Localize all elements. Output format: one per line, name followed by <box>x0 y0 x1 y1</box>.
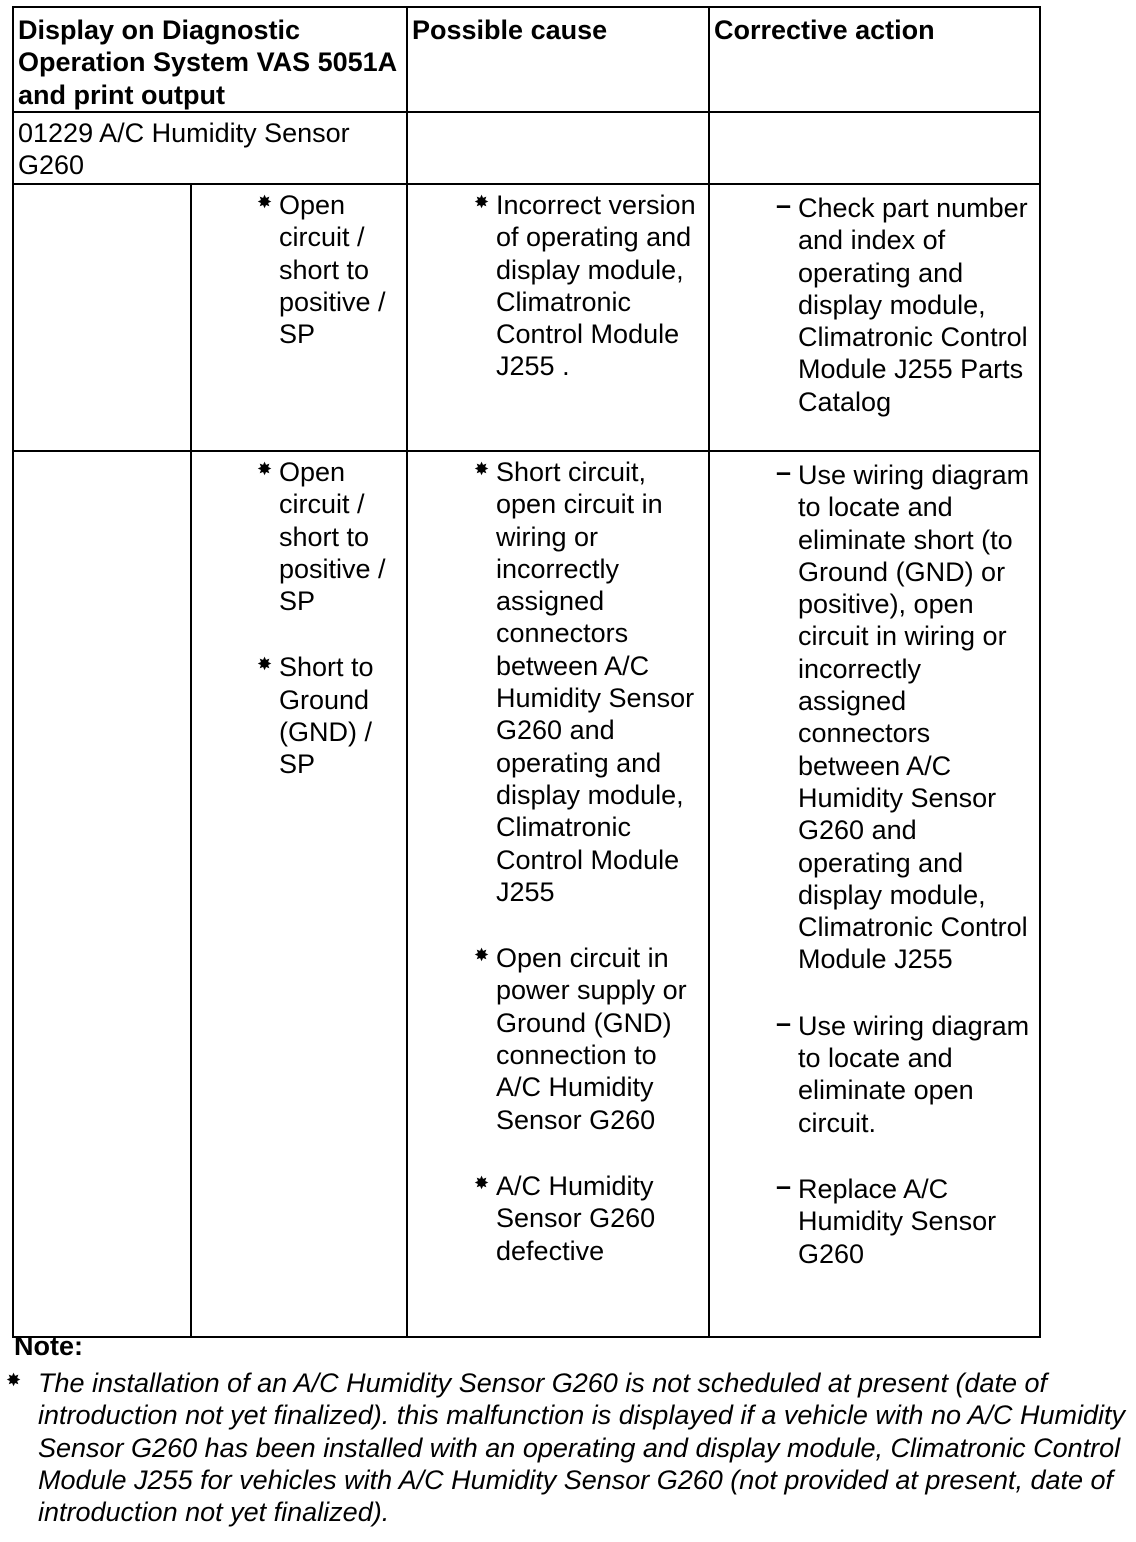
table-row <box>13 451 1040 1337</box>
cause-cell <box>407 451 709 1337</box>
code-row <box>13 112 1040 184</box>
asterisk-bullet-icon: ✸ <box>474 459 490 479</box>
asterisk-bullet-icon: ✸ <box>257 654 273 675</box>
fault-type-cell <box>191 184 407 451</box>
cause-item: Open circuit in power supply or Ground (GND) connection to A/C Humidity Sensor G260 <box>496 943 687 1135</box>
header-display: Display on Diagnostic Operation System VAS 5051A and print output <box>13 7 407 112</box>
fault-code: 01229 A/C Humidity Sensor G260 <box>13 112 407 184</box>
dash-bullet-icon: – <box>776 1170 792 1201</box>
action-item: Replace A/C Humidity Sensor G260 <box>798 1173 997 1269</box>
asterisk-bullet-icon: ✸ <box>474 1172 490 1193</box>
fault-type: Short to Ground (GND) / SP <box>279 652 374 780</box>
action-cell <box>709 184 1040 451</box>
dash-bullet-icon: – <box>776 457 792 487</box>
action-item: Use wiring diagram to locate and eliminate short (to Ground (GND) or positive), open circuit in wiring or incorrectly assigned connectors between A/C Humidity Sensor G260 and operating and display module, Climatronic Control Module J255 <box>798 460 1030 975</box>
cause-item: Incorrect version of operating and display module, Climatronic Control Module J255 . <box>496 190 696 382</box>
diagnostic-table <box>12 6 1041 1338</box>
note-text: The installation of an A/C Humidity Sensor G260 is not scheduled at present (date of introduction not yet finalized). this malfunction is displayed if a vehicle with no A/C Humidity Sensor G260 has been installed with an operating and display module, Climatronic Control Module J255 for vehicles with A/C Humidity Sensor G260 (not provided at present, date of introduction not yet finalized). <box>38 1368 1126 1528</box>
note-title: Note: <box>14 1331 83 1361</box>
cause-cell <box>407 184 709 451</box>
asterisk-bullet-icon: ✸ <box>257 192 273 212</box>
asterisk-bullet-icon: ✸ <box>474 192 490 212</box>
header-row <box>13 7 1040 112</box>
fault-type: Open circuit / short to positive / SP <box>279 190 386 350</box>
fault-type: Open circuit / short to positive / SP <box>279 457 386 617</box>
dash-bullet-icon: – <box>776 1007 792 1038</box>
action-cell <box>709 451 1040 1337</box>
code-row-empty-cause <box>407 112 709 184</box>
code-row-empty-action <box>709 112 1040 184</box>
dash-bullet-icon: – <box>776 190 792 220</box>
action-item: Check part number and index of operating and display module, Climatronic Control Module J255 Parts Catalog <box>798 193 1028 417</box>
note-item <box>6 1367 1126 1528</box>
header-possible-cause: Possible cause <box>407 7 709 112</box>
header-corrective-action: Corrective action <box>709 7 1040 112</box>
asterisk-bullet-icon: ✸ <box>474 945 490 966</box>
cause-item: A/C Humidity Sensor G260 defective <box>496 1170 656 1266</box>
empty-cell <box>13 451 191 1337</box>
asterisk-bullet-icon: ✸ <box>6 1370 22 1390</box>
cause-item: Short circuit, open circuit in wiring or incorrectly assigned connectors between A/C Humidity Sensor G260 and operating and display module, Climatronic Control Module J255 <box>496 457 695 907</box>
empty-cell <box>13 184 191 451</box>
table-row <box>13 184 1040 451</box>
fault-type-cell <box>191 451 407 1337</box>
action-item: Use wiring diagram to locate and eliminate open circuit. <box>798 1010 1030 1138</box>
asterisk-bullet-icon: ✸ <box>257 459 273 479</box>
